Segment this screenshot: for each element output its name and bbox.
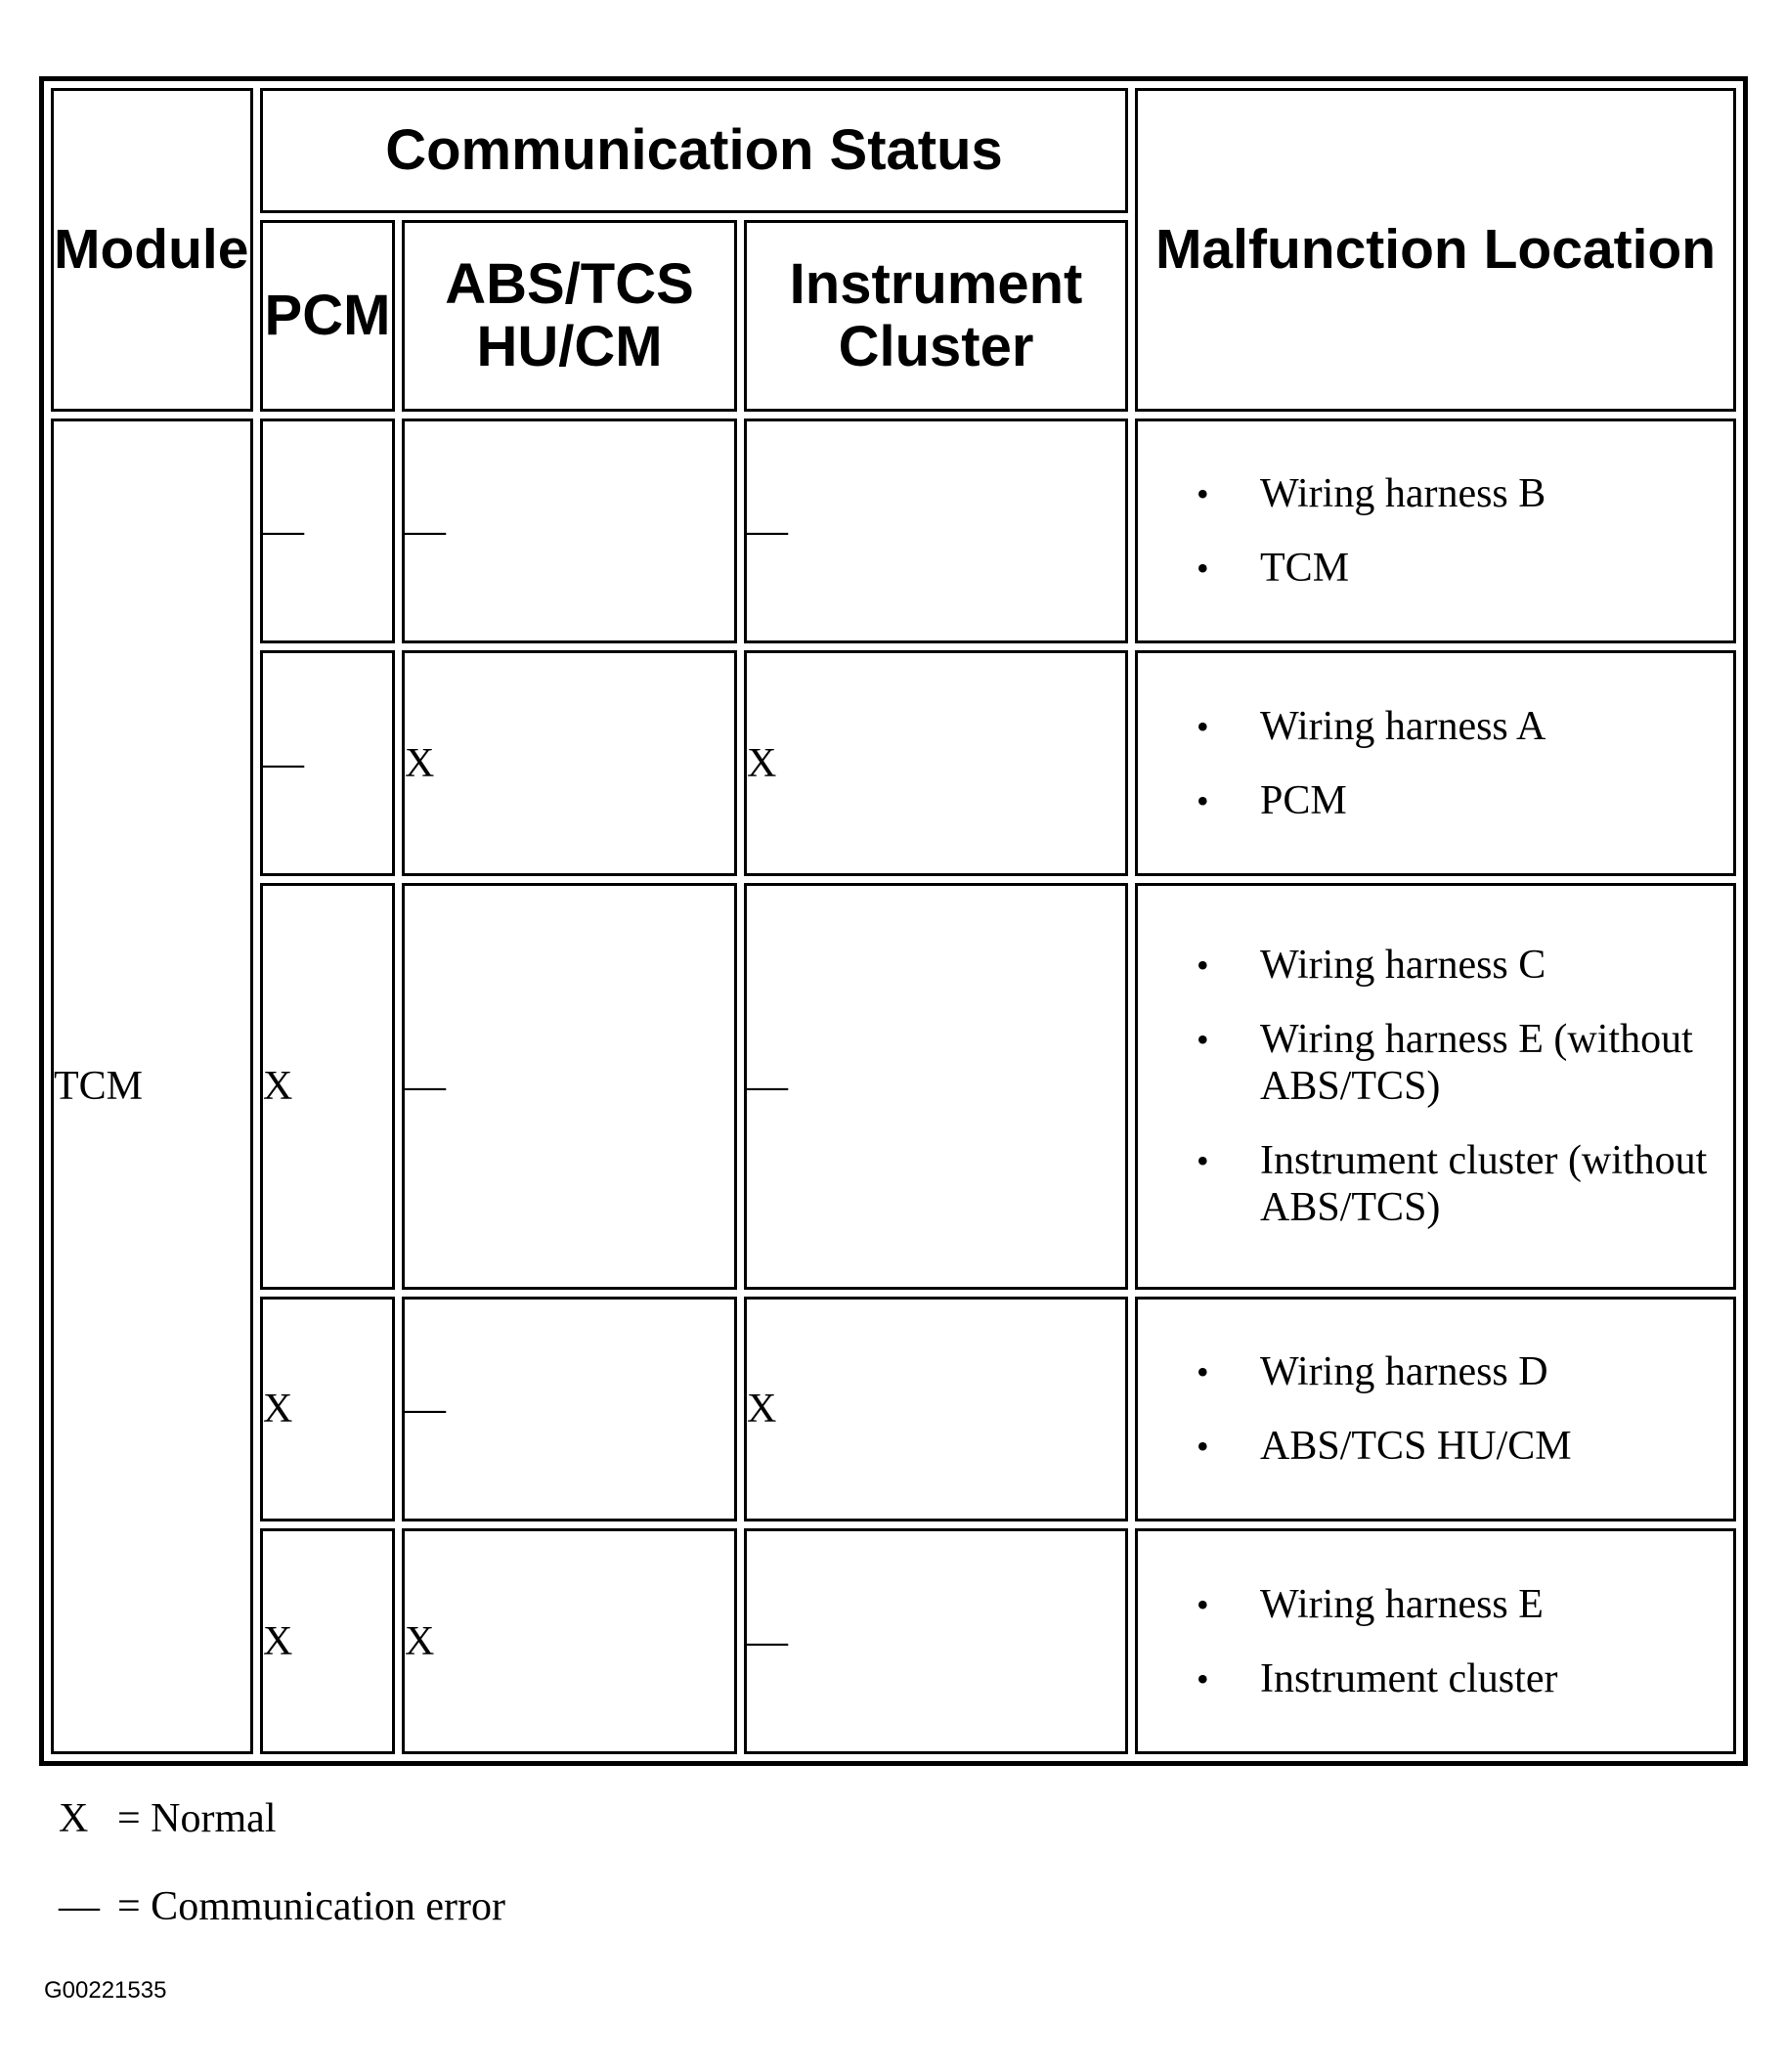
legend-meaning: = Communication error xyxy=(117,1884,505,1929)
malfunction-location-cell xyxy=(1135,883,1736,1290)
figure-code: G00221535 xyxy=(44,1977,167,2004)
location-text: Wiring harness E (without ABS/TCS) xyxy=(1260,1016,1693,1109)
bullet-icon: • xyxy=(1197,1019,1209,1059)
location-item xyxy=(1197,545,1733,592)
location-item xyxy=(1197,1423,1733,1470)
location-item xyxy=(1197,1581,1733,1628)
location-item xyxy=(1197,942,1733,989)
bullet-icon: • xyxy=(1197,780,1209,820)
communication-status-table xyxy=(39,76,1748,1766)
location-item xyxy=(1197,703,1733,750)
ic-status-cell: X xyxy=(744,650,1128,876)
ic-status-cell: — xyxy=(744,419,1128,644)
abs-header xyxy=(402,220,737,411)
table-row xyxy=(51,1297,1736,1522)
malfunction-location-cell xyxy=(1135,419,1736,644)
location-item xyxy=(1197,470,1733,517)
malfunction-location-cell xyxy=(1135,1297,1736,1522)
location-text: Wiring harness E xyxy=(1260,1581,1544,1627)
ic-status-cell: — xyxy=(744,1528,1128,1754)
communication-status-header: Communication Status xyxy=(260,88,1128,213)
location-text: ABS/TCS HU/CM xyxy=(1260,1424,1572,1470)
location-item xyxy=(1197,1137,1733,1231)
location-item xyxy=(1197,1348,1733,1395)
location-text: Wiring harness C xyxy=(1260,942,1546,988)
malfunction-location-header: Malfunction Location xyxy=(1135,88,1736,412)
bullet-icon: • xyxy=(1197,1352,1209,1392)
module-cell: TCM xyxy=(51,419,253,1754)
legend-error xyxy=(59,1883,505,1930)
table-row xyxy=(51,419,1736,644)
ic-header-line2: Cluster xyxy=(838,315,1034,379)
pcm-status-cell: X xyxy=(260,1297,395,1522)
location-text: PCM xyxy=(1260,777,1347,823)
bullet-icon: • xyxy=(1197,1584,1209,1624)
table-row xyxy=(51,650,1736,876)
bullet-icon: • xyxy=(1197,1427,1209,1467)
ic-status-cell: X xyxy=(744,1297,1128,1522)
legend-symbol: — xyxy=(59,1884,100,1929)
location-text: Instrument cluster (without ABS/TCS) xyxy=(1260,1137,1708,1230)
pcm-status-cell: X xyxy=(260,1528,395,1754)
module-header: Module xyxy=(51,88,253,412)
location-item xyxy=(1197,777,1733,824)
malfunction-location-cell xyxy=(1135,1528,1736,1754)
table-row xyxy=(51,883,1736,1290)
pcm-status-cell: — xyxy=(260,419,395,644)
abs-header-line2: HU/CM xyxy=(476,315,663,379)
bullet-icon: • xyxy=(1197,1140,1209,1180)
location-text: Instrument cluster xyxy=(1260,1655,1558,1701)
ic-status-cell: — xyxy=(744,883,1128,1290)
legend-meaning: = Normal xyxy=(117,1796,277,1841)
location-text: Wiring harness A xyxy=(1260,703,1546,749)
location-text: Wiring harness B xyxy=(1260,471,1546,517)
location-item xyxy=(1197,1016,1733,1110)
location-text: TCM xyxy=(1260,546,1350,592)
bullet-icon: • xyxy=(1197,1658,1209,1698)
abs-status-cell: X xyxy=(402,1528,737,1754)
instrument-cluster-header xyxy=(744,220,1128,411)
location-item xyxy=(1197,1655,1733,1702)
abs-status-cell: — xyxy=(402,419,737,644)
abs-status-cell: — xyxy=(402,883,737,1290)
abs-header-line1: ABS/TCS xyxy=(445,252,694,317)
legend-normal xyxy=(59,1795,276,1842)
malfunction-location-cell xyxy=(1135,650,1736,876)
bullet-icon: • xyxy=(1197,706,1209,746)
legend-symbol: X xyxy=(59,1796,89,1841)
pcm-header: PCM xyxy=(260,220,395,411)
abs-status-cell: X xyxy=(402,650,737,876)
abs-status-cell: — xyxy=(402,1297,737,1522)
bullet-icon: • xyxy=(1197,945,1209,985)
bullet-icon: • xyxy=(1197,549,1209,589)
pcm-status-cell: — xyxy=(260,650,395,876)
ic-header-line1: Instrument xyxy=(789,252,1083,317)
location-text: Wiring harness D xyxy=(1260,1349,1548,1395)
table-row xyxy=(51,1528,1736,1754)
pcm-status-cell: X xyxy=(260,883,395,1290)
bullet-icon: • xyxy=(1197,474,1209,514)
